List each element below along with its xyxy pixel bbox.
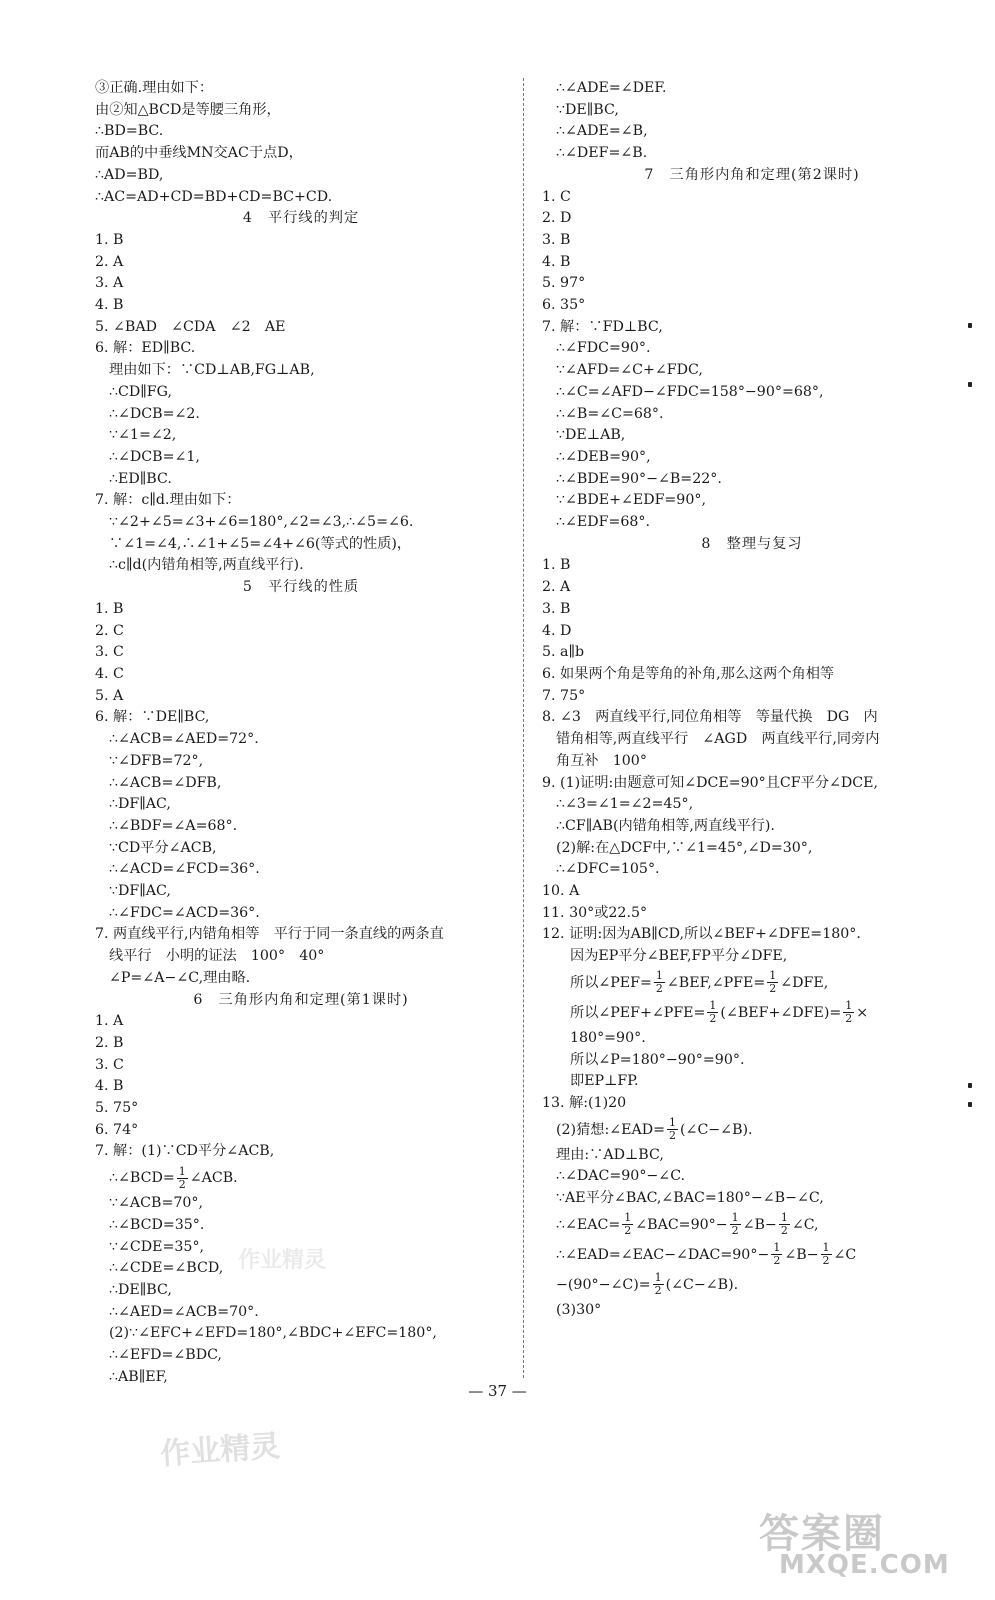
answer-line bbox=[95, 1345, 507, 1367]
text-run: ∴ED∥BC. bbox=[109, 470, 172, 487]
answer-line bbox=[95, 968, 507, 990]
text-run: 3. B bbox=[542, 231, 571, 248]
answer-line bbox=[95, 78, 507, 100]
answer-line bbox=[542, 838, 962, 860]
answer-line bbox=[542, 729, 962, 751]
fraction bbox=[779, 1212, 790, 1237]
text-run: ∴CF∥AB(内错角相等,两直线平行). bbox=[556, 817, 775, 834]
text-run: 7 三角形内角和定理(第2课时) bbox=[644, 166, 860, 183]
answer-line bbox=[95, 534, 507, 556]
margin-mark bbox=[968, 1102, 972, 1107]
answer-line bbox=[95, 924, 507, 946]
fraction-denominator: 2 bbox=[845, 1012, 853, 1026]
answer-line bbox=[95, 664, 507, 686]
text-run: (2)解:在△DCF中,∵∠1=45°,∠D=30°, bbox=[556, 839, 813, 856]
text-run: −(90°−∠C)= bbox=[556, 1276, 651, 1293]
text-run: ∵DE⊥AB, bbox=[556, 427, 626, 444]
margin-mark bbox=[968, 382, 972, 387]
answer-line bbox=[542, 490, 962, 512]
text-run: 3. B bbox=[542, 600, 571, 617]
answer-line bbox=[95, 816, 507, 838]
text-run: 4. B bbox=[95, 297, 124, 314]
answer-line bbox=[95, 1323, 507, 1345]
text-run: ∴∠ACB=∠DFB, bbox=[109, 774, 222, 791]
text-run: ∴∠B=∠C=68°. bbox=[556, 405, 664, 422]
text-run: (∠C−∠B). bbox=[665, 1276, 739, 1293]
text-run: ∴∠DCB=∠1, bbox=[109, 448, 200, 465]
text-run: ∠DFE, bbox=[780, 974, 829, 991]
answer-line bbox=[542, 425, 962, 447]
text-run: ∴AC=AD+CD=BD+CD=BC+CD. bbox=[95, 188, 333, 205]
text-run: ∴BD=BC. bbox=[95, 123, 164, 140]
text-run: 2. C bbox=[95, 622, 124, 639]
answer-line bbox=[542, 230, 962, 252]
answer-line bbox=[95, 1141, 507, 1163]
text-run: 错角相等,两直线平行 ∠AGD 两直线平行,同旁内 bbox=[556, 731, 880, 748]
text-run: 1. C bbox=[542, 188, 571, 205]
text-run: 6. 如果两个角是等角的补角,那么这两个角相等 bbox=[542, 665, 835, 682]
answer-line bbox=[95, 729, 507, 751]
answer-line bbox=[95, 1098, 507, 1120]
text-run: ∵∠CDE=35°, bbox=[109, 1238, 205, 1255]
fraction-numerator: 1 bbox=[654, 1271, 662, 1285]
text-run: ∴∠ADE=∠DEF. bbox=[556, 80, 667, 96]
answer-line bbox=[542, 903, 962, 925]
answer-line bbox=[95, 946, 507, 968]
fraction bbox=[821, 1242, 832, 1267]
answer-line bbox=[95, 230, 507, 252]
answer-line bbox=[95, 686, 507, 708]
text-run: ∵∠1=∠2, bbox=[109, 427, 177, 444]
text-run: 而AB的中垂线MN交AC于点D， bbox=[95, 145, 303, 162]
answer-line bbox=[542, 1188, 962, 1210]
answer-line bbox=[95, 317, 507, 339]
text-run: (∠C−∠B). bbox=[680, 1121, 753, 1138]
fraction bbox=[177, 1166, 188, 1191]
text-run: ∴∠ADE=∠B, bbox=[556, 123, 648, 140]
answer-line bbox=[542, 252, 962, 274]
text-run: 6. 35° bbox=[542, 297, 586, 314]
text-run: 由②知△BCD是等腰三角形， bbox=[95, 101, 281, 118]
watermark-logo-text: 答案圈 bbox=[759, 1511, 885, 1557]
text-run: 12. 证明:因为AB∥CD,所以∠BEF+∠DFE=180°. bbox=[542, 926, 861, 943]
text-run: × bbox=[856, 1004, 869, 1021]
text-run: ∴∠BCD= bbox=[109, 1170, 175, 1187]
text-run: ∴∠BDE=90°−∠B=22°. bbox=[556, 470, 722, 487]
text-run: 5. A bbox=[95, 687, 124, 704]
answer-line bbox=[95, 859, 507, 881]
answer-line bbox=[542, 642, 962, 664]
text-run: ∵DE∥BC, bbox=[556, 101, 619, 118]
answer-line bbox=[542, 577, 962, 599]
text-run: (∠BEF+∠DFE)= bbox=[720, 1004, 842, 1021]
text-run: 角互补 100° bbox=[556, 752, 647, 769]
answer-line bbox=[95, 165, 507, 187]
answer-line bbox=[542, 751, 962, 773]
text-run: ∴c∥d(内错角相等,两直线平行). bbox=[109, 557, 304, 574]
answer-line bbox=[542, 469, 962, 491]
section-heading bbox=[95, 577, 507, 599]
answer-line bbox=[95, 1076, 507, 1098]
column-divider bbox=[523, 78, 524, 1378]
text-run: 6. 74° bbox=[95, 1121, 139, 1138]
text-run: 2. A bbox=[95, 253, 124, 270]
answer-line bbox=[542, 1028, 962, 1050]
answer-line bbox=[542, 686, 962, 708]
text-run: 9. (1)证明:由题意可知∠DCE=90°且CF平分∠DCE, bbox=[542, 774, 878, 791]
fraction-denominator: 2 bbox=[669, 1129, 677, 1143]
text-run: (2)∵∠EFC+∠EFD=180°,∠BDC+∠EFC=180°, bbox=[109, 1325, 437, 1342]
text-run: 7. 解：(1)∵CD平分∠ACB, bbox=[95, 1143, 275, 1160]
answer-line bbox=[95, 143, 507, 165]
answer-line bbox=[95, 295, 507, 317]
text-run: 11. 30°或22.5° bbox=[542, 904, 648, 921]
text-run: ∴∠BDF=∠A=68°. bbox=[109, 817, 238, 834]
answer-line bbox=[542, 1071, 962, 1093]
text-run: ∴∠CDE=∠BCD, bbox=[109, 1260, 224, 1277]
text-run: ∴AB∥EF, bbox=[109, 1368, 168, 1385]
answer-line bbox=[95, 404, 507, 426]
answer-line bbox=[542, 273, 962, 295]
answer-line bbox=[95, 1033, 507, 1055]
text-run: ∴∠DAC=90°−∠C. bbox=[556, 1168, 686, 1185]
text-run: 线平行 小明的证法 100° 40° bbox=[109, 948, 325, 965]
text-run: ∴∠FDC=90°. bbox=[556, 340, 651, 357]
fraction bbox=[653, 1272, 664, 1297]
text-run: ∵∠1=∠4,∴∠1+∠5=∠4+∠6(等式的性质)， bbox=[109, 535, 412, 552]
answer-line bbox=[542, 512, 962, 534]
text-run: ∠B− bbox=[742, 1216, 777, 1233]
answer-line bbox=[95, 1055, 507, 1077]
text-run: 13. 解:(1)20 bbox=[542, 1094, 627, 1111]
answer-line bbox=[95, 360, 507, 382]
text-run: ∴AD=BD, bbox=[95, 166, 164, 183]
text-run: 6. 解：∵DE∥BC, bbox=[95, 709, 210, 726]
answer-line bbox=[95, 1302, 507, 1324]
text-run: ∴∠DEB=90°, bbox=[556, 448, 651, 465]
fraction-denominator: 2 bbox=[773, 1254, 781, 1268]
answer-line bbox=[95, 1011, 507, 1033]
answer-line bbox=[95, 447, 507, 469]
text-run: 3. C bbox=[95, 644, 124, 661]
text-run: 7. 75° bbox=[542, 687, 586, 704]
text-run: ∵∠ACB=70°, bbox=[109, 1195, 203, 1212]
answer-line bbox=[95, 1193, 507, 1215]
answer-line bbox=[542, 360, 962, 382]
answer-line bbox=[95, 642, 507, 664]
fraction bbox=[654, 970, 665, 995]
text-run: (3)30° bbox=[556, 1301, 602, 1318]
fraction-numerator: 1 bbox=[709, 999, 717, 1013]
fraction-denominator: 2 bbox=[731, 1224, 739, 1238]
answer-line bbox=[95, 838, 507, 860]
answer-line bbox=[542, 1300, 962, 1322]
text-run: 理由:∵AD⊥BC, bbox=[556, 1146, 664, 1163]
fraction-numerator: 1 bbox=[731, 1211, 739, 1225]
answer-line bbox=[542, 100, 962, 122]
answer-line bbox=[542, 447, 962, 469]
fraction-denominator: 2 bbox=[822, 1254, 830, 1268]
section-heading bbox=[95, 208, 507, 230]
answer-line bbox=[542, 187, 962, 209]
watermark-stamp-faint: 作业精灵 bbox=[238, 1247, 327, 1273]
answer-line bbox=[542, 295, 962, 317]
text-run: 2. A bbox=[542, 579, 571, 596]
text-run: ∴∠EFD=∠BDC, bbox=[109, 1347, 222, 1364]
text-run: 10. A bbox=[542, 883, 580, 900]
text-run: ∴∠FDC=∠ACD=36°. bbox=[109, 904, 260, 921]
fraction bbox=[771, 1242, 782, 1267]
text-run: 1. B bbox=[95, 600, 124, 617]
text-run: 180°=90°. bbox=[570, 1029, 646, 1046]
answer-line bbox=[542, 404, 962, 426]
fraction bbox=[707, 1000, 718, 1025]
text-run: ∵CD平分∠ACB, bbox=[109, 839, 217, 856]
answer-line bbox=[542, 664, 962, 686]
answer-line bbox=[542, 968, 962, 998]
answer-line bbox=[542, 1240, 962, 1270]
text-run: 1. B bbox=[95, 231, 124, 248]
text-run: ∴DE∥BC, bbox=[109, 1281, 172, 1298]
answer-line bbox=[95, 599, 507, 621]
answer-line bbox=[542, 317, 962, 339]
text-run: 5. a∥b bbox=[542, 644, 585, 661]
answer-line bbox=[95, 425, 507, 447]
answer-line bbox=[95, 469, 507, 491]
answer-line bbox=[542, 924, 962, 946]
answer-line bbox=[95, 490, 507, 512]
margin-mark bbox=[968, 1083, 972, 1088]
text-run: 7. 解：c∥d.理由如下： bbox=[95, 492, 241, 509]
answer-line bbox=[95, 621, 507, 643]
answer-line bbox=[542, 555, 962, 577]
answer-line bbox=[542, 881, 962, 903]
text-run: 7. 解：∵FD⊥BC, bbox=[542, 318, 663, 335]
answer-line bbox=[95, 794, 507, 816]
answer-line bbox=[542, 599, 962, 621]
answer-line bbox=[542, 998, 962, 1028]
fraction-denominator: 2 bbox=[655, 982, 663, 996]
answer-line bbox=[542, 621, 962, 643]
text-run: ∠BEF,∠PFE= bbox=[666, 974, 766, 991]
text-run: ∵DF∥AC, bbox=[109, 883, 171, 900]
text-run: ∴∠AED=∠ACB=70°. bbox=[109, 1303, 259, 1320]
answer-line bbox=[95, 1215, 507, 1237]
text-run: 4. B bbox=[95, 1078, 124, 1095]
text-run: 4. C bbox=[95, 665, 124, 682]
text-run: 5 平行线的性质 bbox=[242, 579, 360, 596]
text-run: ∵AE平分∠BAC,∠BAC=180°−∠B−∠C, bbox=[556, 1190, 824, 1207]
text-run: 即EP⊥FP. bbox=[570, 1073, 639, 1090]
answer-line bbox=[542, 773, 962, 795]
fraction bbox=[667, 1117, 678, 1142]
answer-line bbox=[542, 1050, 962, 1072]
text-run: ∵∠DFB=72°, bbox=[109, 752, 204, 769]
answer-line bbox=[542, 1270, 962, 1300]
text-run: 6 三角形内角和定理(第1课时) bbox=[193, 991, 409, 1008]
answer-line bbox=[542, 121, 962, 143]
answer-line bbox=[95, 1163, 507, 1193]
text-run: ∠C bbox=[833, 1246, 857, 1263]
answer-line bbox=[542, 1093, 962, 1115]
fraction-numerator: 1 bbox=[669, 1116, 677, 1130]
answer-line bbox=[95, 273, 507, 295]
text-run: (2)猜想:∠EAD= bbox=[556, 1121, 666, 1138]
answer-line bbox=[542, 338, 962, 360]
section-heading bbox=[542, 534, 962, 556]
text-run: ∴CD∥FG, bbox=[109, 383, 172, 400]
answer-line bbox=[95, 555, 507, 577]
page-number: — 37 — bbox=[468, 1382, 527, 1400]
fraction-denominator: 2 bbox=[178, 1177, 186, 1191]
text-run: 2. B bbox=[95, 1034, 124, 1051]
text-run: ∴∠EAC= bbox=[556, 1216, 621, 1233]
answer-line bbox=[95, 252, 507, 274]
text-run: 所以∠P=180°−90°=90°. bbox=[570, 1051, 745, 1068]
text-run: 4. B bbox=[542, 253, 571, 270]
text-run: ∵∠AFD=∠C+∠FDC, bbox=[556, 362, 703, 379]
fraction-numerator: 1 bbox=[780, 1211, 788, 1225]
answer-line bbox=[95, 707, 507, 729]
watermark-stamp: 作业精灵 bbox=[159, 1428, 282, 1473]
answer-line bbox=[542, 1210, 962, 1240]
answer-line bbox=[542, 1166, 962, 1188]
fraction-numerator: 1 bbox=[845, 999, 853, 1013]
fraction-denominator: 2 bbox=[709, 1012, 717, 1026]
answer-line bbox=[95, 121, 507, 143]
text-run: ∴∠ACD=∠FCD=36°. bbox=[109, 861, 260, 878]
fraction-denominator: 2 bbox=[769, 982, 777, 996]
text-run: 6. 解：ED∥BC. bbox=[95, 340, 196, 357]
text-run: 3. C bbox=[95, 1056, 124, 1073]
answer-line bbox=[542, 794, 962, 816]
section-heading bbox=[542, 165, 962, 187]
text-run: ∴∠C=∠AFD−∠FDC=158°−90°=68°, bbox=[556, 383, 824, 400]
text-run: ∠BAC=90°− bbox=[635, 1216, 728, 1233]
answer-line bbox=[95, 751, 507, 773]
text-run: ∴∠EAD=∠EAC−∠DAC=90°− bbox=[556, 1246, 770, 1263]
answer-line bbox=[95, 773, 507, 795]
text-run: ∵∠2+∠5=∠3+∠6=180°,∠2=∠3,∴∠5=∠6. bbox=[109, 514, 414, 531]
answer-line bbox=[95, 100, 507, 122]
answer-line bbox=[542, 208, 962, 230]
answer-line bbox=[542, 946, 962, 968]
text-run: 1. B bbox=[542, 557, 571, 574]
text-run: 理由如下：∵CD⊥AB,FG⊥AB, bbox=[109, 362, 315, 379]
text-run: ∵∠BDE+∠EDF=90°, bbox=[556, 492, 706, 509]
text-run: ∴DF∥AC, bbox=[109, 796, 171, 813]
fraction bbox=[730, 1212, 741, 1237]
answer-line bbox=[542, 78, 962, 100]
fraction-numerator: 1 bbox=[178, 1164, 186, 1178]
text-run: 7. 两直线平行,内错角相等 平行于同一条直线的两条直 bbox=[95, 926, 444, 943]
fraction-denominator: 2 bbox=[780, 1224, 788, 1238]
text-run: ∴∠DEF=∠B. bbox=[556, 145, 648, 162]
fraction-denominator: 2 bbox=[624, 1224, 632, 1238]
answer-line bbox=[95, 1120, 507, 1142]
fraction-numerator: 1 bbox=[624, 1211, 632, 1225]
answer-line bbox=[542, 1115, 962, 1145]
text-run: ∴∠ACB=∠AED=72°. bbox=[109, 731, 259, 748]
watermark-logo bbox=[759, 1502, 979, 1582]
text-run: ∴∠3=∠1=∠2=45°, bbox=[556, 796, 694, 813]
text-run: 5. 75° bbox=[95, 1100, 139, 1117]
text-run: ∠ACB. bbox=[189, 1170, 238, 1187]
text-run: 5. 97° bbox=[542, 275, 586, 292]
answer-line bbox=[95, 512, 507, 534]
section-heading bbox=[95, 990, 507, 1012]
fraction-numerator: 1 bbox=[773, 1241, 781, 1255]
text-run: 5. ∠BAD ∠CDA ∠2 AE bbox=[95, 318, 286, 335]
left-column bbox=[95, 78, 507, 1388]
fraction bbox=[622, 1212, 633, 1237]
text-run: 3. A bbox=[95, 275, 124, 292]
text-run: ∴∠DFC=105°. bbox=[556, 861, 660, 878]
fraction bbox=[843, 1000, 854, 1025]
answer-line bbox=[542, 382, 962, 404]
text-run: ③正确.理由如下： bbox=[95, 80, 214, 96]
text-run: 4 平行线的判定 bbox=[242, 210, 360, 227]
right-column bbox=[542, 78, 962, 1321]
text-run: ∠B− bbox=[784, 1246, 819, 1263]
answer-line bbox=[542, 707, 962, 729]
answer-line bbox=[95, 338, 507, 360]
text-run: 因为EP平分∠BEF,FP平分∠DFE, bbox=[570, 948, 788, 965]
fraction-numerator: 1 bbox=[769, 969, 777, 983]
text-run: 2. D bbox=[542, 210, 572, 227]
fraction-numerator: 1 bbox=[655, 969, 663, 983]
fraction-denominator: 2 bbox=[654, 1284, 662, 1298]
answer-line bbox=[95, 1280, 507, 1302]
answer-line bbox=[95, 382, 507, 404]
answer-line bbox=[542, 816, 962, 838]
text-run: 所以∠PEF+∠PFE= bbox=[570, 1004, 706, 1021]
answer-line bbox=[95, 881, 507, 903]
text-run: ∠P=∠A−∠C,理由略. bbox=[109, 969, 251, 986]
text-run: 4. D bbox=[542, 622, 572, 639]
text-run: ∴∠DCB=∠2. bbox=[109, 405, 200, 422]
answer-line bbox=[542, 143, 962, 165]
answer-line bbox=[542, 859, 962, 881]
text-run: 所以∠PEF= bbox=[570, 974, 652, 991]
answer-line bbox=[542, 1145, 962, 1167]
answer-line bbox=[95, 187, 507, 209]
text-run: ∠C, bbox=[791, 1216, 819, 1233]
text-run: 8 整理与复习 bbox=[701, 535, 803, 552]
margin-mark bbox=[968, 323, 972, 328]
fraction-numerator: 1 bbox=[822, 1241, 830, 1255]
answer-line bbox=[95, 903, 507, 925]
fraction bbox=[767, 970, 778, 995]
text-run: 8. ∠3 两直线平行,同位角相等 等量代换 DG 内 bbox=[542, 709, 878, 726]
text-run: 1. A bbox=[95, 1013, 124, 1030]
text-run: ∴∠EDF=68°. bbox=[556, 514, 651, 531]
text-run: ∴∠BCD=35°. bbox=[109, 1216, 205, 1233]
watermark-logo-url: MXQE.COM bbox=[779, 1550, 950, 1580]
